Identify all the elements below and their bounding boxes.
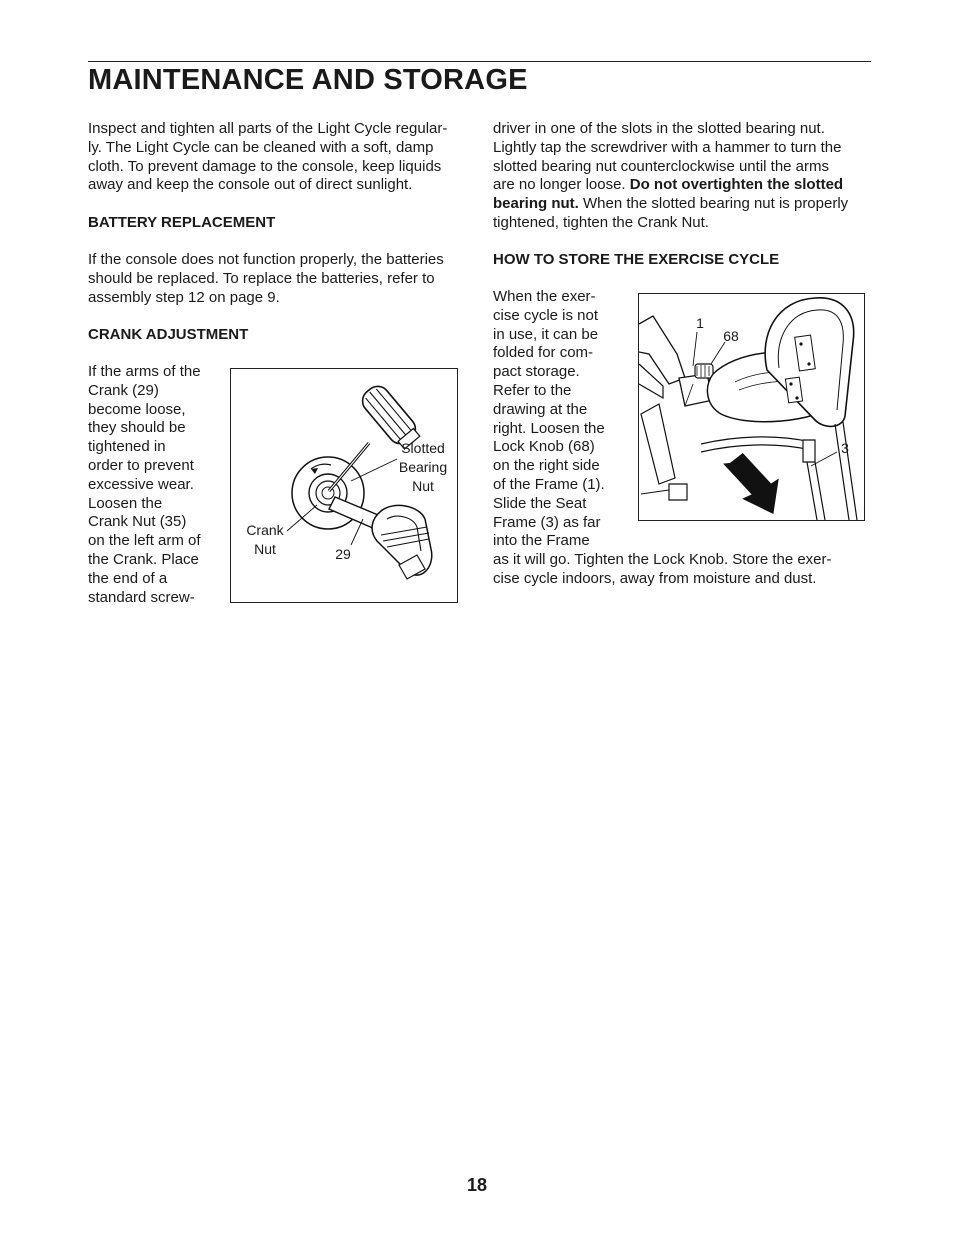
text-line: slotted bearing nut counterclockwise until the arms — [493, 157, 830, 175]
label-text: Nut — [254, 541, 276, 557]
label-seat-frame-3: 3 — [841, 440, 849, 456]
exercise-cycle-illustration — [639, 294, 864, 520]
text-run: are no longer loose. — [493, 176, 630, 194]
text-line: excessive wear. — [88, 475, 194, 493]
text-line: cise cycle indoors, away from moisture and dust. — [493, 569, 817, 587]
text-line: driver in one of the slots in the slotted bearing nut. — [493, 120, 825, 137]
battery-heading: BATTERY REPLACEMENT — [88, 214, 276, 231]
text-line: in use, it can be — [493, 325, 599, 343]
text-line: away and keep the console out of direct sunlight. — [88, 176, 413, 194]
text-line: standard screw- — [88, 588, 195, 606]
text-line: Crank Nut (35) — [88, 513, 187, 531]
text-line: cloth. To prevent damage to the console, keep liquids — [88, 157, 442, 175]
storage-figure — [638, 293, 865, 521]
page-number: 18 — [466, 1175, 488, 1195]
text-line: Lock Knob (68) — [493, 438, 595, 456]
intro-paragraph — [88, 120, 447, 195]
label-text: Crank — [246, 522, 284, 538]
text-line: tightened in — [88, 438, 166, 456]
text-line: folded for com- — [493, 344, 594, 362]
text-line: on the right side — [493, 457, 600, 475]
text-line: Inspect and tighten all parts of the Light Cycle regular- — [88, 120, 448, 137]
text-line: ly. The Light Cycle can be cleaned with a soft, damp — [88, 138, 434, 156]
text-line: on the left arm of — [88, 532, 201, 550]
text-line: they should be — [88, 419, 186, 437]
text-line: of the Frame (1). — [493, 475, 605, 493]
text-line: into the Frame — [493, 532, 590, 550]
text-line: the end of a — [88, 569, 168, 587]
label-slotted — [393, 439, 453, 496]
text-line: should be replaced. To replace the batteries, refer to — [88, 269, 435, 287]
text-run: When the slotted bearing nut is properly — [578, 195, 849, 213]
crank-paragraph — [88, 363, 201, 607]
text-line: right. Loosen the — [493, 419, 605, 437]
text-line: order to prevent — [88, 456, 194, 474]
text-line — [493, 176, 848, 195]
crank-continued-paragraph — [493, 120, 848, 233]
text-line: cise cycle is not — [493, 306, 599, 324]
label-text: Nut — [412, 478, 434, 494]
text-line: become loose, — [88, 400, 186, 418]
text-line: Lightly tap the screwdriver with a hammer to turn the — [493, 138, 842, 156]
text-line: assembly step 12 on page 9. — [88, 288, 280, 306]
text-line: If the console does not function properly, the batteries — [88, 251, 444, 268]
crank-heading: CRANK ADJUSTMENT — [88, 326, 249, 343]
text-line: drawing at the — [493, 400, 588, 418]
crank-adjustment-figure — [230, 368, 458, 603]
text-line — [493, 195, 848, 214]
text-line: Frame (3) as far — [493, 513, 601, 531]
battery-paragraph — [88, 251, 444, 307]
text-line: Refer to the — [493, 381, 572, 399]
text-line: tightened, tighten the Crank Nut. — [493, 213, 709, 231]
text-line: When the exer- — [493, 288, 596, 305]
label-frame-1: 1 — [696, 315, 704, 331]
text-line: as it will go. Tighten the Lock Knob. Store the exer- — [493, 551, 832, 569]
page-title: MAINTENANCE AND STORAGE — [88, 64, 528, 96]
warning-text: Do not overtighten the slotted — [629, 176, 844, 194]
text-line: pact storage. — [493, 363, 580, 381]
label-crank-29: 29 — [335, 546, 351, 562]
text-line: Crank (29) — [88, 381, 159, 399]
text-line: the Crank. Place — [88, 550, 199, 568]
text-line: Slide the Seat — [493, 494, 587, 512]
text-line: If the arms of the — [88, 363, 201, 380]
warning-text: bearing nut. — [493, 195, 579, 213]
storage-heading: HOW TO STORE THE EXERCISE CYCLE — [493, 251, 780, 268]
label-text: Bearing — [398, 459, 448, 475]
text-line: Loosen the — [88, 494, 163, 512]
label-text: Slotted — [401, 440, 445, 456]
label-crank-nut — [239, 521, 291, 559]
label-lock-knob-68: 68 — [723, 328, 739, 344]
